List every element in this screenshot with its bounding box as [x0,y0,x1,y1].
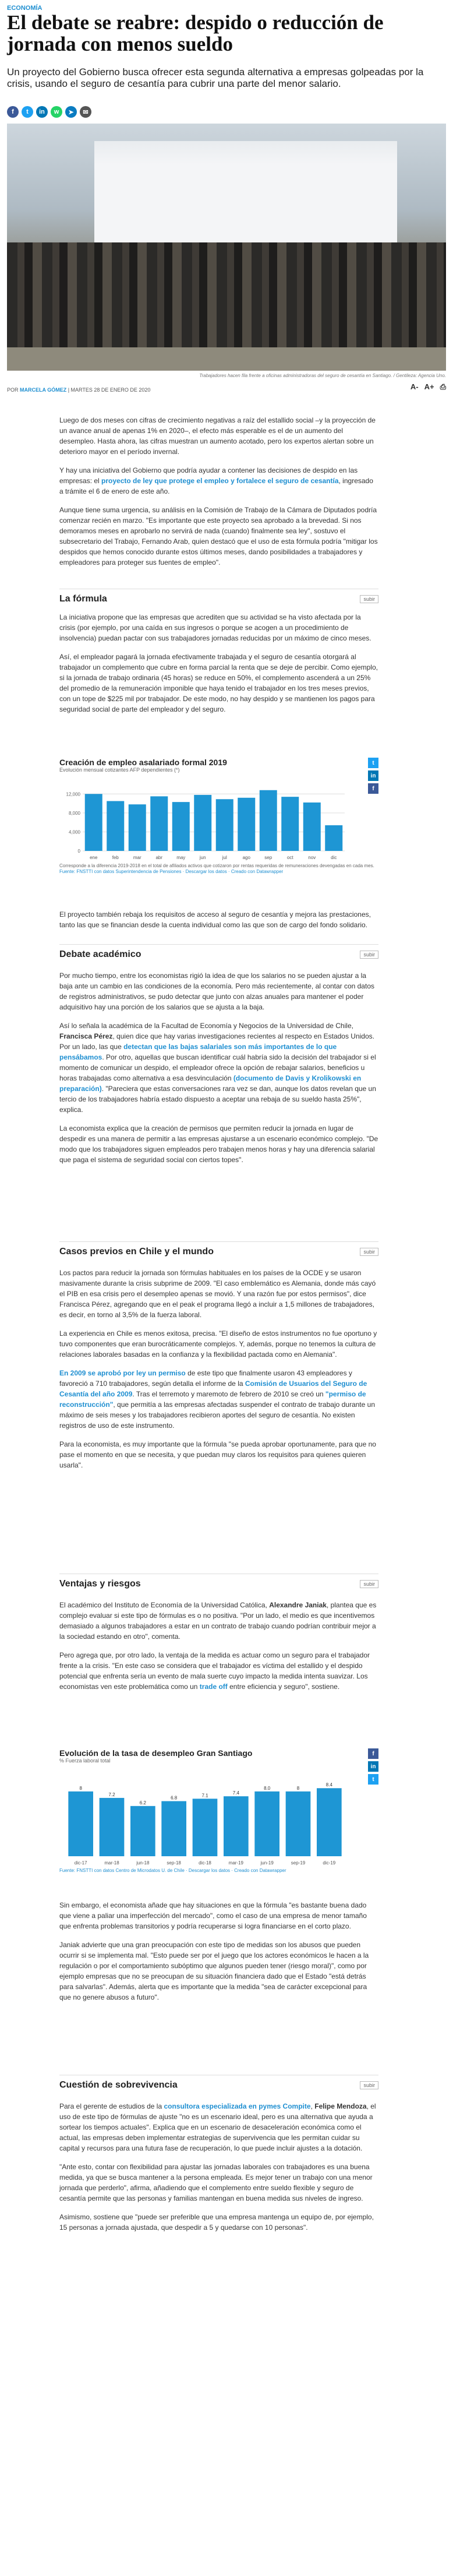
commission-link[interactable]: Comisión de Usuarios del Seguro de Cesantía del año 2009 [59,1380,367,1398]
x-tick-label: jun [199,855,206,860]
bar [254,1792,279,1856]
y-tick-label: 4,000 [68,829,80,835]
data-label: 8 [79,1785,82,1791]
twitter-icon[interactable]: t [22,106,33,118]
paragraph: Pero agrega que, por otro lado, la ventaja de la medida es actuar como un seguro para el trabajador frente a la crisis. "En este caso se considera que el trabajador es víctima del estallido y el despido potencial que enfrenta sería un evento de mala suerte cuyo impacto la medida intenta suavizar. Los economistas ven este problemática como un trade off entre eficiencia y seguro", sostiene. [59,1651,370,1691]
bar [129,804,146,851]
article-body-7 [59,1900,378,2011]
section-heading-survival [59,2075,378,2091]
facebook-icon[interactable]: f [368,783,378,794]
x-tick-label: dic-17 [74,1860,87,1866]
bar [100,1798,125,1856]
linkedin-icon[interactable]: in [368,770,378,781]
chart-title: Creación de empleo asalariado formal 2019 [59,758,227,767]
x-tick-label: nov [308,855,316,860]
bar [161,1801,186,1856]
article-tools [410,382,446,392]
bar-chart-2 [59,1766,351,1868]
bar [150,796,168,851]
scroll-up-button[interactable]: subir [360,1580,378,1588]
byline: POR MARCELA GÓMEZ | MARTES 28 DE ENERO DE 2020 [7,387,151,393]
paragraph: Así, el empleador pagará la jornada efectivamente trabajada y el seguro de cesantía otorgará al trabajador un complemento que cubre en forma parcial la renta que se deje de percibir. Como ejemplo, si la jornada de trabajo ordinaria (45 horas) se reduce en 50%, el complemento ascenderá a un 25% del promedio de la remuneración imponible que haya tenido el trabajador en los tres meses previos, con un tope de $225 mil por trabajador. De este modo, no hay despido y se mantienen los pagos para seguridad social de parte del empleador y del seguro. [59,653,378,713]
scroll-up-button[interactable]: subir [360,595,378,603]
article-body-2 [59,612,378,723]
telegram-icon[interactable]: ➤ [65,106,77,118]
paragraph: La iniciativa propone que las empresas que acrediten que su actividad se ha visto afectada por la crisis (por ejemplo, por una caída en sus ingresos o porque se acogen a un procedimiento de insolvencia) puedan pactar con sus trabajadores jornadas reducidas por un máximo de cinco meses. [59,613,371,642]
chart-title: Evolución de la tasa de desempleo Gran Santiago [59,1748,253,1758]
paragraph: Asimismo, sostiene que "puede ser preferible que una empresa mantenga un equipo de, por ejemplo, 15 personas a jornada ajustada, que despedir a 5 y quedarse con 10 personas". [59,2213,374,2232]
data-label: 7.2 [108,1792,115,1797]
paper-link[interactable]: (documento de Davis y Krolikowski en preparación) [59,1074,362,1093]
hero-photo [7,124,446,371]
section-tag[interactable]: ECONOMÍA [7,5,43,12]
section-title: Ventajas y riesgos [59,1579,141,1589]
bar [172,802,190,851]
unemployment-chart [59,1748,378,1888]
bar [193,1799,218,1856]
y-tick-label: 8,000 [68,810,80,816]
bar [286,1792,311,1856]
x-tick-label: jun-18 [136,1860,150,1866]
y-tick-label: 0 [77,849,80,854]
employment-chart [59,758,378,898]
data-label: 7.4 [232,1790,239,1796]
article-body-3 [59,909,378,938]
chart-source[interactable]: Fuente: FNSTTI con datos Superintendencia de Pensiones · Descargar los datos · Creado con Datawrapper [59,869,284,874]
x-tick-label: ago [242,855,250,860]
section-title: Casos previos en Chile y el mundo [59,1247,214,1257]
x-tick-label: sep [264,855,272,860]
bar [260,790,277,851]
paragraph: La economista explica que la creación de permisos que permiten reducir la jornada en lugar de despedir es una manera de permitir a las empresas ajustarse a un escenario económico complejo. "De modo que los trabajadores siguen empleados pero trabajen menos horas y hay una diferencia salarial que paga el sistema de seguridad social con ciertos topes". [59,1124,378,1164]
x-tick-label: mar-18 [104,1860,119,1866]
facebook-icon[interactable]: f [368,1748,378,1759]
x-tick-label: mar-19 [228,1860,244,1866]
paragraph: Y hay una iniciativa del Gobierno que podría ayudar a contener las decisiones de despido en las empresas: el proyecto de ley que protege el empleo y fortalece el seguro de cesantía, ingresado a trámite el 6 de enero de este año. [59,466,373,495]
x-tick-label: may [176,855,186,860]
bar-chart-1 [59,775,351,863]
paragraph: El académico del Instituto de Economía de la Universidad Católica, Alexandre Janiak, plantea que es complejo evaluar si este tipo de fórmulas es o no positiva. "Por un lado, el medio es que incentivemos demasiado a algunos trabajadores a estar en un contrato de trabajo cuando podrían contribuir mejor a la sociedad estando en otro", comenta. [59,1601,377,1641]
article-body-8 [59,2101,378,2241]
paragraph: La experiencia en Chile es menos exitosa, precisa. "El diseño de estos instrumentos no fue oportuno y tuvo componentes que eran burocráticamente complejos. Y, además, porque no tenemos la cultura de relaciones laborales basadas en la confianza y la flexibilidad pactada como en Alemania". [59,1329,377,1359]
bar [85,794,102,851]
reconstruction-link[interactable]: "permiso de reconstrucción" [59,1390,366,1409]
x-tick-label: mar [133,855,141,860]
tradeoff-link[interactable]: trade off [199,1683,228,1691]
whatsapp-icon[interactable]: w [51,106,62,118]
chart-source[interactable]: Fuente: FNSTTI con datos Centro de Microdatos U. de Chile · Descargar los datos · Creado con Datawrapper [59,1868,286,1873]
scroll-up-button[interactable]: subir [360,1248,378,1256]
linkedin-icon[interactable]: in [36,106,48,118]
x-tick-label: dic-19 [323,1860,336,1866]
law-link[interactable]: En 2009 se aprobó por ley un permiso [59,1369,186,1377]
article-body-6 [59,1600,378,1700]
bar [68,1792,93,1856]
byline-prefix: POR [7,387,19,393]
article-body-1 [59,415,378,576]
paragraph: Sin embargo, el economista añade que hay situaciones en que la fórmula "es bastante buena dado que viene a paliar una imperfección del mercado", como el caso de una empresa de menor tamaño que enfrenta problemas transitorios y podría recuperarse si logra financiarse en el corto plazo. [59,1901,367,1930]
consultancy-link[interactable]: consultora especializada en pymes Compite [164,2102,311,2110]
data-label: 8 [296,1785,300,1791]
section-title: La fórmula [59,594,107,604]
chart-note: Corresponde a la diferencia 2019-2018 en el total de afiliados activos que cotizaron por rentas requeridas de remuneraciones devengadas en cada mes. [59,863,374,868]
chart-share [368,758,378,794]
x-tick-label: sep-18 [167,1860,181,1866]
font-increase-button[interactable]: A+ [424,382,434,391]
study-link[interactable]: detectan que las bajas salariales son más importantes de lo que pensábamos [59,1043,337,1061]
paragraph: Luego de dos meses con cifras de crecimiento negativas a raíz del estallido social –y la proyección de un avance anual de apenas 1% en 2020–, el efecto más esperable es el de un aumento del desempleo. Hasta ahora, las cifras muestran un aumento acotado, pero los expertos alertan sobre un deterioro mayor en el período invernal. [59,416,376,456]
twitter-icon[interactable]: t [368,1774,378,1785]
paragraph: El proyecto también rebaja los requisitos de acceso al seguro de cesantía y mejora las prestaciones, tanto las que se financian desde la cuenta individual como las que son de cargo del fondo solidario. [59,910,371,929]
x-tick-label: oct [286,855,293,860]
data-label: 6.2 [139,1800,146,1806]
photo-caption: Trabajadores hacen fila frente a oficinas administradoras del seguro de cesantía en Santiago. / Gentileza: Agencia Uno. [199,373,446,378]
publish-date: MARTES 28 DE ENERO DE 2020 [70,387,151,393]
bar [303,803,321,851]
article-body-5 [59,1268,378,1479]
data-label: 6.8 [171,1795,178,1801]
print-icon[interactable]: ⎙ [440,382,446,391]
section-heading-risks [59,1574,378,1589]
data-label: 8.4 [325,1782,332,1788]
x-tick-label: sep-19 [291,1860,306,1866]
x-tick-label: abr [155,855,163,860]
paragraph: Janiak advierte que una gran preocupación con este tipo de medidas son los abusos que pueden ocurrir si se implementa mal. "Esto puede ser por el juego que los actores económicos le hacen a la regulación o por el comportamiento subóptimo que algunos pueden tener (riesgo moral)", como por ejemplo empresas que no se preocupan de su situación financiera dado que el Estado "está detrás para salvarlas". Además, alerta que es importante que la medida "sea de carácter excepcional para que no genere abusos a futuro". [59,1941,369,2001]
section-title: Cuestión de sobrevivencia [59,2080,178,2090]
twitter-icon[interactable]: t [368,758,378,768]
paragraph: Así lo señala la académica de la Facultad de Economía y Negocios de la Universidad de Chile, Francisca Pérez, quien dice que hay varias investigaciones recientes al respecto en Estados Unidos. Por un lado, las que detectan que las bajas salariales son más importantes de lo que pensábamos. Por otro, aquellas que buscan identificar cuál habría sido la decisión del trabajador si el momento de comunicar un despido, el empleador ofrece la opción de rebajar salarios, beneficios u horas trabajadas como alternativa a esa desvinculación (documento de Davis y Krolikowski en preparación). "Pareciera que estas conversaciones rara vez se dan, aunque los datos revelan que un tercio de los trabajadores habría estado dispuesto a aceptar una rebaja de su sueldo hasta 25%", explica. [59,1022,376,1114]
data-label: 8.0 [264,1785,271,1791]
chart-share [368,1748,378,1785]
scroll-up-button[interactable]: subir [360,2081,378,2089]
paragraph: "Ante esto, contar con flexibilidad para ajustar las jornadas laborales con trabajadores es una buena medida, ya que se busca mantener a la persona empleada. Es mejor tener un trabajo con una menor jornada que perderlo", afirma, añadiendo que el complemento entre sueldo flexible y seguro de cesantía permite que las personas y familias mantengan en buena medida sus niveles de ingreso. [59,2163,373,2202]
paragraph: Para la economista, es muy importante que la fórmula "se pueda aprobar oportunamente, para que no pase el momento en que se necesita, y que puedan muy claros los requisitos para quienes quieren usarla". [59,1440,376,1469]
x-tick-label: dic-18 [199,1860,211,1866]
bar [238,798,255,851]
tent-shape [94,164,397,252]
section-title: Debate académico [59,949,141,959]
section-heading-cases [59,1241,378,1257]
bill-link[interactable]: proyecto de ley que protege el empleo y fortalece el seguro de cesantía [101,477,339,485]
bar [224,1796,249,1856]
chart-subtitle: Evolución mensual cotizantes AFP dependientes (*) [59,767,180,773]
font-decrease-button[interactable]: A- [410,382,419,391]
bar [317,1788,342,1856]
paragraph: En 2009 se aprobó por ley un permiso de este tipo que finalmente usaron 43 empleadores y favoreció a 710 trabajadores, según detalla el informe de la Comisión de Usuarios del Seguro de Cesantía del año 2009. Tras el terremoto y maremoto de febrero de 2010 se creó un "permiso de reconstrucción", que permitía a las empresas afectadas suspender el contrato de trabajo durante un máximo de seis meses y los trabajadores recibieron aportes del seguro de cesantía. No existen registros de uso de este instrumento. [59,1369,375,1430]
paragraph: Por mucho tiempo, entre los economistas rigió la idea de que los salarios no se pueden ajustar a la baja ante un cambio en las condiciones de la economía. Pero más recientemente, al contar con datos de registros administrativos, se pudo detectar que junto con alzas anuales para mantener el poder adquisitivo hay una porción de los salarios que se ajusta a la baja. [59,972,374,1011]
section-heading-formula [59,589,378,604]
facebook-icon[interactable]: f [7,106,19,118]
x-tick-label: jul [222,855,227,860]
x-tick-label: dic [331,855,337,860]
x-tick-label: ene [90,855,98,860]
headline: El debate se reabre: despido o reducción de jornada con menos sueldo [7,11,384,55]
x-tick-label: feb [112,855,119,860]
paragraph: Aunque tiene suma urgencia, su análisis en la Comisión de Trabajo de la Cámara de Diputados podría comenzar recién en marzo. "Es importante que este proyecto sea aprobado a la brevedad. Si nos demoramos meses en aprobarlo no servirá de nada (cuando) finalmente sea ley", sostuvo el subsecretario del Trabajo, Fernando Arab, quien destacó que el uso de esta fórmula podría "mitigar los despidos que hemos conocido durante estos últimos meses, dando posibilidades a trabajadores y empleadores para proteger sus fuentes de empleo". [59,506,378,566]
linkedin-icon[interactable]: in [368,1761,378,1772]
ground-shape [7,347,446,371]
lead-paragraph: Un proyecto del Gobierno busca ofrecer esta segunda alternativa a empresas golpeadas por la crisis, usando el seguro de cesantía para cubrir una parte del menor salario. [7,66,424,89]
email-icon[interactable]: ✉ [80,106,91,118]
author-link[interactable]: MARCELA GÓMEZ [20,387,67,393]
data-label: 7.1 [201,1793,208,1799]
scroll-up-button[interactable]: subir [360,951,378,959]
bar [281,797,299,851]
paragraph: Para el gerente de estudios de la consultora especializada en pymes Compite, Felipe Mendoza, el uso de este tipo de fórmulas de ajuste "no es un escenario ideal, pero es una alternativa que ayuda a sortear los tiempos actuales". Explica que en un escenario de desaceleración económica como el actual, las empresas deben implementar estrategias de supervivencia que les permitan cuidar su capital y recursos para una futura fase de recuperación, lo que puede incluir ajustes a la dotación. [59,2102,376,2152]
bar [194,795,211,851]
share-bar [7,106,91,118]
x-tick-label: jun-19 [260,1860,274,1866]
y-tick-label: 12,000 [66,791,80,797]
section-heading-debate [59,944,378,960]
article-body-4 [59,970,378,1173]
bar [325,825,342,851]
chart-subtitle: % Fuerza laboral total [59,1758,111,1764]
bar [130,1806,155,1856]
paragraph: Los pactos para reducir la jornada son fórmulas habituales en los países de la OCDE y se usaron masivamente durante la crisis subprime de 2009. "El caso emblemático es Alemania, donde más cayó el PIB en esa crisis pero el desempleo apenas se movió. Y una razón fue por estos permisos", dice Francisca Pérez, agregando que en el peak el programa llegó a incluir a 1,5 millones de trabajadores, es decir, en torno al 3,5% de la fuerza laboral. [59,1269,376,1319]
bar [216,799,233,851]
bar [107,801,124,851]
